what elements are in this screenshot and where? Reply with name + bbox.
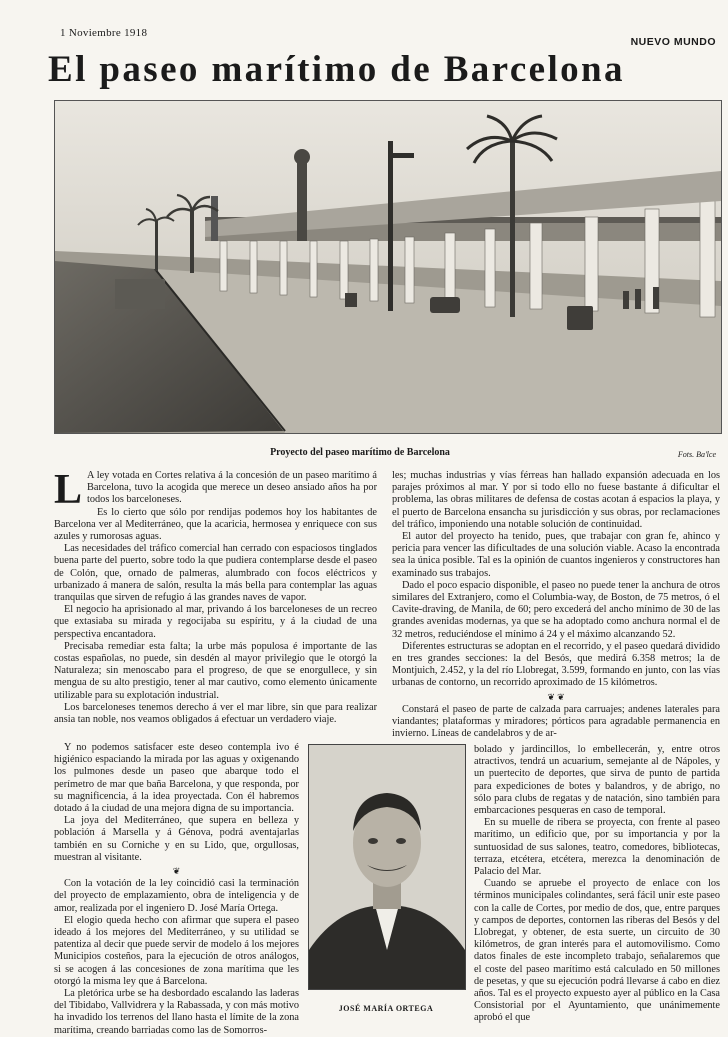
portrait-photo	[308, 744, 466, 990]
paragraph: Las necesidades del tráfico comercial han cerrado con espaciosos tinglados buena parte del puerto, sobre todo la que pudiera contemplarse desde el paseo de Colón, que, ornado de palmeras, alumbrado con focos eléctricos y urbanizado á manera de salón, resulta la más bella para contemplar las aguas tranquilas que sirven de refugio á las grandes naves de vapor.	[54, 543, 377, 604]
photo-credit: Fots. Ba'lce	[677, 450, 716, 459]
paragraph: El elogio queda hecho con afirmar que supera el paseo ideado á los mejores del Mediterráneo, y su utilidad se patentiza al decir que puede servir de modelo á los mejores Municipios costeños, para la ejecución de otros análogos, si se acogen á las concesiones de zona marítima que les otorgó la misma ley que á Barcelona.	[54, 914, 299, 987]
column-right-bottom	[474, 744, 720, 1025]
paragraph: Cuando se apruebe el proyecto de enlace con los términos municipales colindantes, será fácil unir este paseo con la calle de Cortes, por medio de dos, que, entre parques y campos de deportes, contornen las riberas del Besós y del Llobregat, y obtener, de esta suerte, un circuito de 30 kilómetros, de gran interés para el automovilismo. Como datos finales de este incompleto trabajo, señalaremos que el coste del paseo marítimo está calculado en 50 millones de pesetas, y que su ejecución podrá llevarse á cabo en diez años. Tal es el proyecto expuesto ayer al público en la Casa Consistorial por el Ayuntamiento, que unánimemente aprobó el que	[474, 878, 720, 1024]
paragraph: Precisaba remediar esta falta; la urbe más populosa é importante de las costas españolas, no puede, sin desdén al mayor privilegio que le otorgó la Naturaleza; sin menoscabo para el progreso, de que se enorgullece, y sin mengua de su alto prestigio, tener al mar cautivo, como elemento únicamente utilizable para su explotación industrial.	[54, 640, 377, 701]
paragraph: La joya del Mediterráneo, que supera en belleza y población á Marsella y á Génova, podrá aventajarlas también en su Corniche y en su Lido, que, orgullosas, muestran al visitante.	[54, 815, 299, 863]
issue-date: 1 Noviembre 1918	[60, 27, 148, 39]
promenade-photo	[54, 100, 722, 434]
paragraph: Con la votación de la ley coincidió casi la terminación del proyecto de emplazamiento, obra de inteligencia y de amor, realizada por el ingeniero D. José María Ortega.	[54, 878, 299, 914]
paragraph: Dado el poco espacio disponible, el paseo no puede tener la anchura de otros similares del Extranjero, como el Columbia-way, de Boston, de 75 metros, ó el Cavite-draving, de Manila, de 60; pero excederá del ancho mínimo de 30 de las grandes avenidas modernas, ya que se ha adoptado como anchura normal el de 32 metros, reduciéndose el mínimo á 24 y el máximo alcanzando 52.	[392, 579, 720, 640]
portrait-illustration	[309, 745, 465, 989]
portrait-caption: JOSÉ MARÍA ORTEGA	[338, 1004, 434, 1013]
paragraph: Constará el paseo de parte de calzada para carruajes; andenes laterales para viandantes; plataformas y miradores; pórticos para agradable permanencia en invierno. Líneas de candelabros y de ar-	[392, 703, 720, 740]
paragraph: El autor del proyecto ha tenido, pues, que trabajar con gran fe, ahinco y pericia para vencer las dificultades de una solución viable. Acaso la encontrada sea la única posible. Tal es la opinión de cuantos ingenieros y constructores han examinado sus trabajos.	[392, 531, 720, 579]
column-right-top	[392, 470, 720, 740]
paragraph: Diferentes estructuras se adoptan en el recorrido, y el paseo quedará dividido en tres grandes secciones: la del Besós, que medirá 6.358 metros; la de Montjuich, 2.452, y la del río Llobregat, 3.599, formando en junto, con las vías urbanas de contorno, un recorrido aproximado de 15 kilómetros.	[392, 640, 720, 689]
photo-caption: Proyecto del paseo marítimo de Barcelona	[270, 447, 450, 458]
paragraph: L A ley votada en Cortes relativa á la concesión de un paseo marítimo á Barcelona, tuvo la acogida que merece un deseo ansiado años ha por todos los barceloneses.	[54, 467, 377, 513]
paragraph: Y no podemos satisfacer este deseo contempla ivo é higiénico espaciando la mirada por las aguas y oxigenando los pulmones desde un paseo que abarque todo el perímetro de mar que baña Barcelona, y que responda, por su magnificencia, á la idea proyectada. Con él habremos dotado á la ciudad de una mejora digna de su importancia.	[54, 742, 299, 815]
ornament: ❦	[172, 866, 181, 877]
column-left-bottom	[54, 742, 299, 1037]
paragraph: Los barceloneses tenemos derecho á ver el mar libre, sin que para realizar ansia tan noble, nos veamos obligados á efectuar un verdadero viaje.	[54, 701, 377, 726]
paragraph: les; muchas industrias y vías férreas han hallado expansión adecuada en los parajes próximos al mar. Y por si todo ello no fuese bastante á dificultar el problema, las obras militares de defensa de costas acotan á espacios la playa, y el puerto de Barcelona ensancha su jurisdicción y sus obras, por reclamaciones del tráfico, imponiendo una notable solución de continuidad.	[392, 470, 720, 530]
column-left-top	[54, 467, 377, 726]
paragraph: La pletórica urbe se ha desbordado escalando las laderas del Tibidabo, Vallvidrera y la Rabassada, y con más motivo ha invadido los terrenos del llano hasta el límite de la zona marítima, creando barriadas como las de Somorros-	[54, 988, 299, 1036]
drop-cap: L	[54, 467, 83, 513]
promenade-illustration	[55, 101, 721, 433]
magazine-name: NUEVO MUNDO	[630, 36, 716, 48]
paragraph: Es lo cierto que sólo por rendijas podemos hoy los habitantes de Barcelona ver al Mediterráneo, que la acaricia, hermosea y enriquece con sus azules y rumorosas aguas.	[54, 506, 377, 543]
ornament: ❦ ❦	[547, 691, 565, 702]
paragraph: bolado y jardincillos, lo embellecerán, y, entre otros atractivos, tendrá un acuarium, semejante al de Nápoles, y un puertecito de deportes, que sirva de punto de partida para expediciones de botes y balandros, y de abrigo, no sólo para clubs de regatas y de natación, sino también para embarcaciones pesqueras en caso de temporal.	[474, 744, 720, 817]
paragraph: El negocio ha aprisionado al mar, privando á los barceloneses de un recreo que extasiaba su mirada y regocijaba su espíritu, y á la ciudad de una perspectiva encantadora.	[54, 604, 377, 640]
paragraph: En su muelle de ribera se proyecta, con frente al paseo marítimo, un edificio que, por su importancia y por la suntuosidad de sus salones, teatro, comedores, bibliotecas, terraza, etcétera, etcétera, merezca la denominación de Palacio del Mar.	[474, 817, 720, 878]
article-title: El paseo marítimo de Barcelona	[48, 49, 625, 90]
